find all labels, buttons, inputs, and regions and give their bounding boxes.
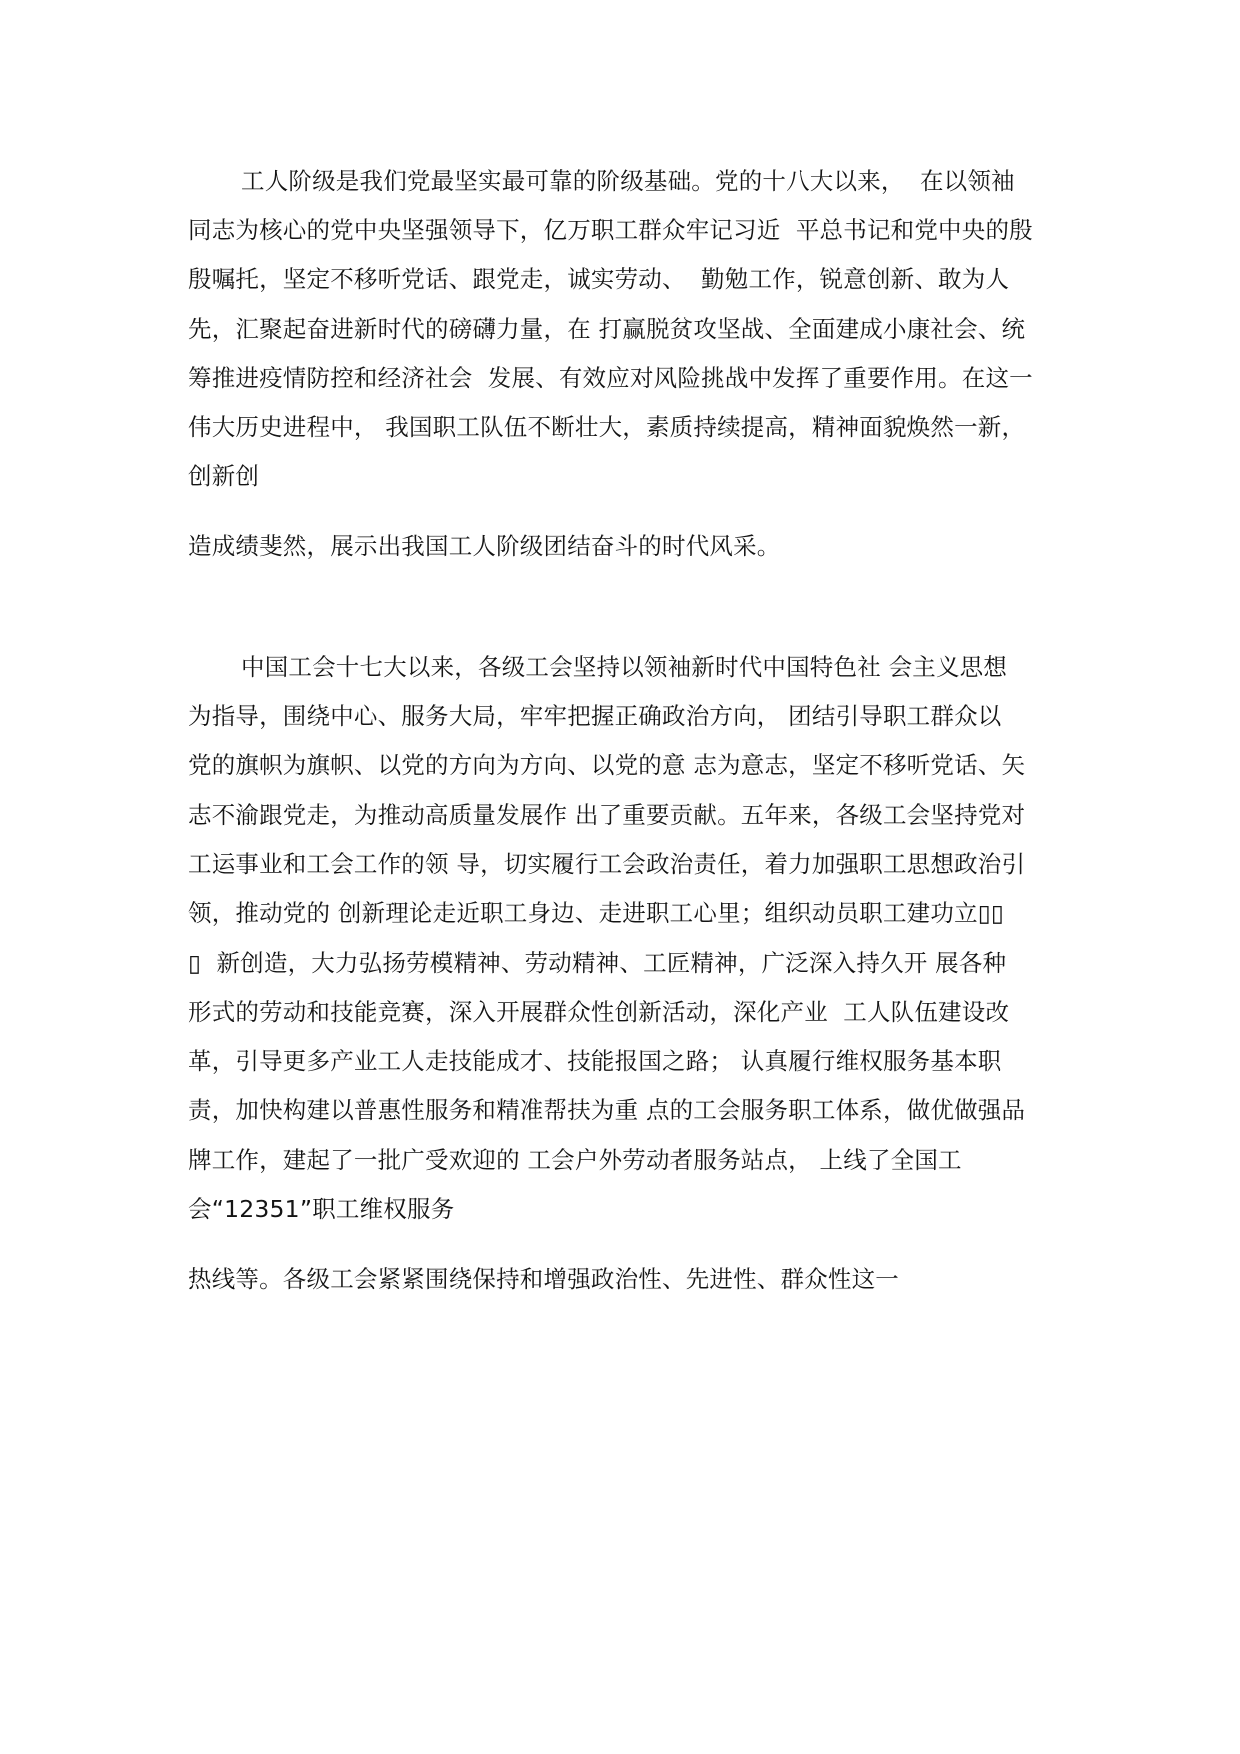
paragraph-2-line: 会“12351”职工维权服务	[188, 1195, 455, 1223]
paragraph-2-line: 形式的劳动和技能竞赛，深入开展群众性创新活动，深化产业 工人队伍建设改	[188, 998, 1010, 1026]
paragraph-1-line: 先，汇聚起奋进新时代的磅礴力量，在 打赢脱贫攻坚战、全面建成小康社会、统	[188, 315, 1026, 343]
paragraph-2-line: 工运事业和工会工作的领 导，切实履行工会政治责任，着力加强职工思想政治引	[188, 850, 1026, 878]
paragraph-2-line: 领，推动党的 创新理论走近职工身边、走进职工心里；组织动员职工建功立▯▯	[188, 899, 1005, 927]
paragraph-2-line: 为指导，围绕中心、服务大局，牢牢把握正确政治方向， 团结引导职工群众以	[188, 702, 1002, 730]
paragraph-1-line: 工人阶级是我们党最坚实最可靠的阶级基础。党的十八大以来， 在以领袖	[241, 167, 1015, 195]
paragraph-2-line: 中国工会十七大以来，各级工会坚持以领袖新时代中国特色社 会主义思想	[241, 653, 1008, 681]
paragraph-1-line: 筹推进疫情防控和经济社会 发展、有效应对风险挑战中发挥了重要作用。在这一	[188, 364, 1033, 392]
paragraph-2-line: 党的旗帜为旗帜、以党的方向为方向、以党的意 志为意志，坚定不移听党话、矢	[188, 751, 1026, 779]
paragraph-2-line: 牌工作，建起了一批广受欢迎的 工会户外劳动者服务站点， 上线了全国工	[188, 1146, 962, 1174]
paragraph-1-line: 造成绩斐然，展示出我国工人阶级团结奋斗的时代风采。	[188, 532, 781, 560]
paragraph-2-line: 革，引导更多产业工人走技能成才、技能报国之路； 认真履行维权服务基本职	[188, 1047, 1002, 1075]
paragraph-2-line: 志不渝跟党走，为推动高质量发展作 出了重要贡献。五年来，各级工会坚持党对	[188, 801, 1026, 829]
paragraph-1-line: 同志为核心的党中央坚强领导下，亿万职工群众牢记习近 平总书记和党中央的殷	[188, 216, 1033, 244]
paragraph-1-line: 创新创	[188, 462, 260, 490]
paragraph-2-line: ▯ 新创造，大力弘扬劳模精神、劳动精神、工匠精神，广泛深入持久开 展各种	[188, 949, 1007, 977]
paragraph-2-line: 责，加快构建以普惠性服务和精准帮扶为重 点的工会服务职工体系，做优做强品	[188, 1096, 1026, 1124]
paragraph-1-line: 殷嘱托，坚定不移听党话、跟党走，诚实劳动、 勤勉工作，锐意创新、敢为人	[188, 265, 1010, 293]
paragraph-1-line: 伟大历史进程中， 我国职工队伍不断壮大，素质持续提高，精神面貌焕然一新，	[188, 413, 1026, 441]
paragraph-2-line: 热线等。各级工会紧紧围绕保持和增强政治性、先进性、群众性这一	[188, 1265, 899, 1293]
